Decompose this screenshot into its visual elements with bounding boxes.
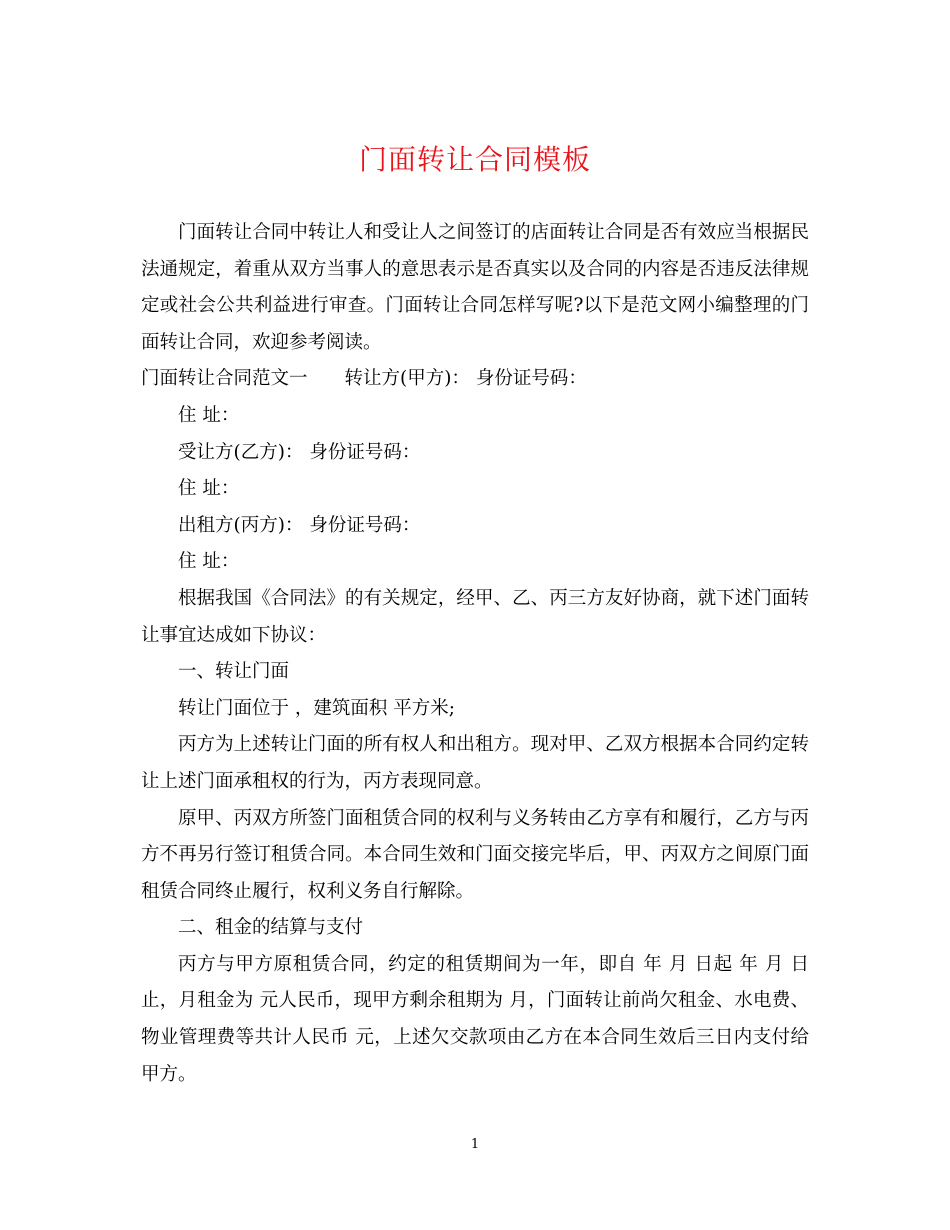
- paragraph-transferee-address: 住 址：: [178, 478, 240, 500]
- paragraph-transferor-address: 住 址：: [178, 404, 240, 426]
- paragraph-storefront-location: 转让门面位于 ，建筑面积 平方米;: [178, 697, 455, 719]
- paragraph-transferee: 受让方(乙方)： 身份证号码：: [178, 441, 421, 463]
- section-heading-2: 二、租金的结算与支付: [178, 917, 364, 939]
- paragraph-owner-consent: 丙方为上述转让门面的所有权人和出租方。现对甲、乙双方根据本合同约定转让上述门面承租权的行为，丙方表现同意。: [141, 734, 809, 792]
- document-title: 门面转让合同模板: [358, 143, 591, 176]
- paragraph-rent-settlement: 丙方与甲方原租赁合同，约定的租赁期间为一年，即自 年 月 日起 年 月 日止，月租金为 元人民币，现甲方剩余租期为 月，门面转让前尚欠租金、水电费、物业管理费等共计人民币 元，上述欠交款项由乙方在本合同生效后三日内支付给甲方。: [141, 953, 809, 1085]
- paragraph-transferor: 门面转让合同范文一 转让方(甲方)： 身份证号码：: [141, 368, 587, 390]
- paragraph-rights-transfer: 原甲、丙双方所签门面租赁合同的权利与义务转由乙方享有和履行，乙方与丙方不再另行签订租赁合同。本合同生效和门面交接完毕后，甲、丙双方之间原门面租赁合同终止履行，权利义务自行解除。: [141, 807, 809, 902]
- paragraph-lessor: 出租方(丙方)： 身份证号码：: [178, 514, 421, 536]
- paragraph-lessor-address: 住 址：: [178, 551, 240, 573]
- document-body: [141, 215, 809, 1093]
- paragraph-intro: 门面转让合同中转让人和受让人之间签订的店面转让合同是否有效应当根据民法通规定，着重从双方当事人的意思表示是否真实以及合同的内容是否违反法律规定或社会公共利益进行审查。门面转让合同怎样写呢?以下是范文网小编整理的门面转让合同，欢迎参考阅读。: [141, 222, 809, 353]
- section-heading-1: 一、转让门面: [178, 661, 290, 683]
- page-number: 1: [470, 1137, 480, 1152]
- paragraph-agreement-basis: 根据我国《合同法》的有关规定，经甲、乙、丙三方友好协商，就下述门面转让事宜达成如下协议：: [141, 587, 809, 646]
